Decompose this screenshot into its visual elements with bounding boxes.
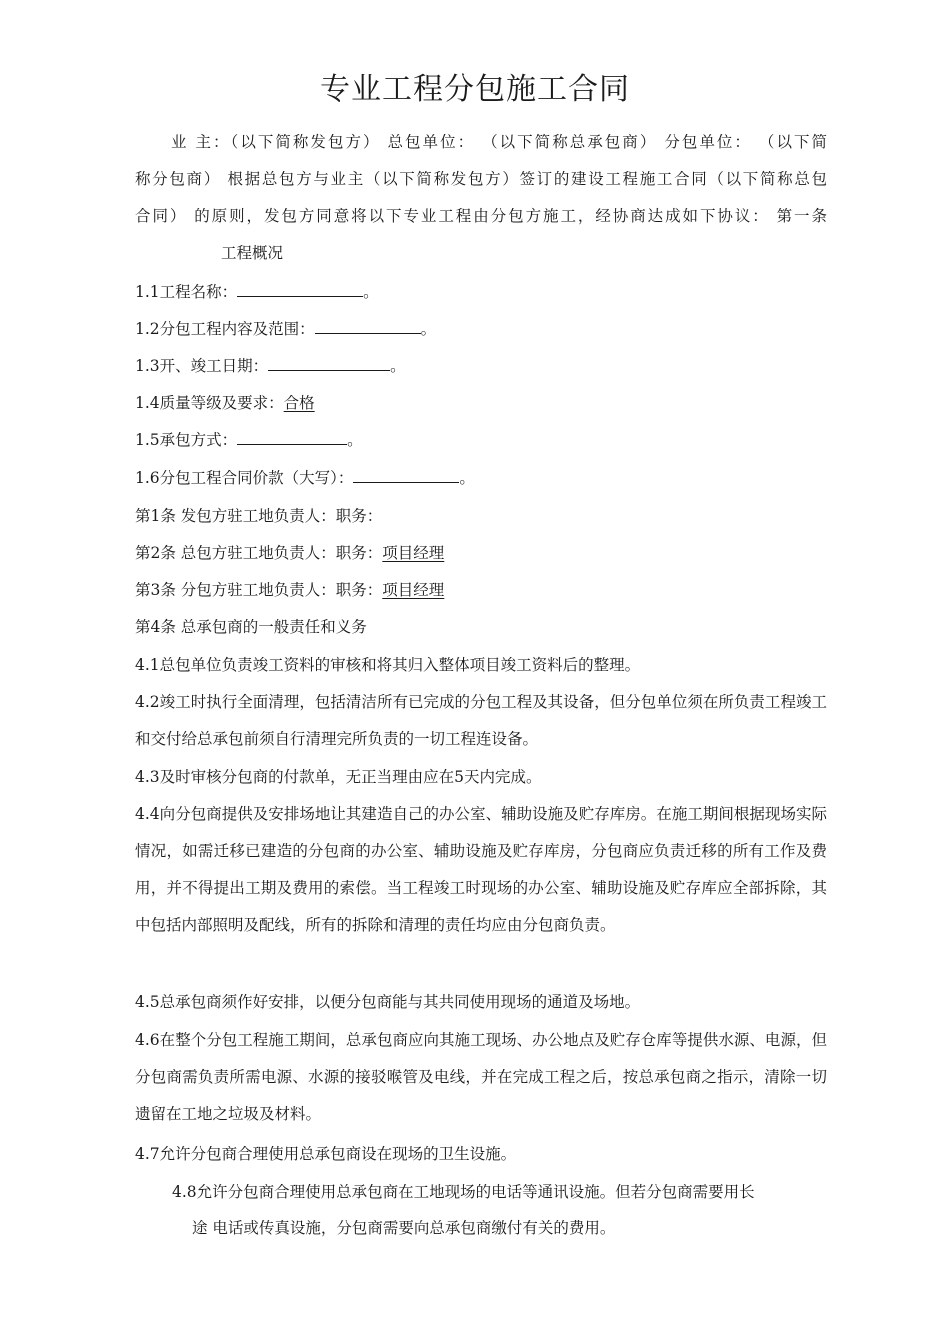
item-project-name (135, 280, 379, 304)
intro-line-4: 工程概况 (221, 244, 284, 262)
clause-4-4: 4.4向分包商提供及安排场地让其建造自己的办公室、辅助设施及贮存库房。在施工期间根据现场实际情况，如需迁移已建造的分包商的办公室、辅助设施及贮存库房，分包商应负责迁移的所有工作及费用，并不得提出工期及费用的索偿。当工程竣工时现场的办公室、辅助设施及贮存库应全部拆除，其中包括内部照明及配线，所有的拆除和清理的责任均应由分包商负责。 (135, 805, 827, 934)
item-label: 1.1工程名称： (135, 283, 238, 301)
blank-field[interactable] (237, 282, 363, 297)
intro-line-2: 称分包商） 根据总包方与业主（以下简称发包方）签订的建设工程施工合同（以下简称总包 (135, 170, 827, 188)
item-end: 。 (390, 357, 406, 375)
blank-field[interactable] (315, 319, 421, 334)
article-2 (135, 541, 444, 565)
article-label: 第3条 分包方驻工地负责人：职务： (135, 581, 383, 599)
clause-4-3: 4.3及时审核分包商的付款单，无正当理由应在5天内完成。 (135, 768, 542, 786)
intro-line-1: 业 主：（以下简称发包方） 总包单位： （以下简称总承包商） 分包单位： （以下简 (171, 133, 827, 151)
article-1 (135, 504, 382, 528)
clause-4-5: 4.5总承包商须作好安排，以便分包商能与其共同使用现场的通道及场地。 (135, 993, 641, 1011)
article-label: 第2条 总包方驻工地负责人：职务： (135, 544, 383, 562)
clause-4-8-line-2: 途 电话或传真设施，分包商需要向总承包商缴付有关的费用。 (192, 1219, 616, 1237)
item-label: 1.6分包工程合同价款（大写）： (135, 469, 354, 487)
item-label: 1.4质量等级及要求： (135, 394, 284, 412)
article-4 (135, 615, 367, 639)
article-value: 项目经理 (382, 581, 445, 599)
item-quality (135, 391, 315, 415)
item-contract-price (135, 466, 475, 490)
item-contract-method (135, 428, 363, 452)
article-value: 项目经理 (382, 544, 445, 562)
item-end: 。 (347, 431, 363, 449)
item-value: 合格 (283, 394, 315, 412)
blank-field[interactable] (353, 468, 459, 483)
item-label: 1.2分包工程内容及范围： (135, 320, 315, 338)
article-label: 第1条 发包方驻工地负责人：职务： (135, 507, 383, 525)
intro-paragraph (135, 124, 827, 272)
clause-4-1: 4.1总包单位负责竣工资料的审核和将其归入整体项目竣工资料后的整理。 (135, 656, 641, 674)
item-end: 。 (363, 283, 379, 301)
clause-4-6: 4.6在整个分包工程施工期间，总承包商应向其施工现场、办公地点及贮存仓库等提供水源、电源，但分包商需负责所需电源、水源的接驳喉管及电线，并在完成工程之后，按总承包商之指示，清除一切遗留在工地之垃圾及材料。 (135, 1031, 827, 1123)
article-label: 第4条 总承包商的一般责任和义务 (135, 618, 367, 636)
blank-field[interactable] (237, 430, 347, 445)
item-end: 。 (459, 469, 475, 487)
clause-4-2: 4.2竣工时执行全面清理，包括清洁所有已完成的分包工程及其设备，但分包单位须在所负责工程竣工和交付给总承包前须自行清理完所负责的一切工程连设备。 (135, 693, 827, 748)
document-title: 专业工程分包施工合同 (320, 72, 630, 107)
blank-field[interactable] (268, 356, 390, 371)
clause-4-8-line-1: 4.8允许分包商合理使用总承包商在工地现场的电话等通讯设施。但若分包商需要用长 (172, 1183, 755, 1201)
item-label: 1.3开、竣工日期： (135, 357, 269, 375)
item-dates (135, 354, 406, 378)
item-scope (135, 317, 436, 341)
item-label: 1.5承包方式： (135, 431, 238, 449)
article-3 (135, 578, 444, 602)
clause-4-7: 4.7允许分包商合理使用总承包商设在现场的卫生设施。 (135, 1145, 517, 1163)
intro-line-3: 合同） 的原则，发包方同意将以下专业工程由分包方施工，经协商达成如下协议： 第一条 (135, 207, 827, 225)
item-end: 。 (420, 320, 437, 338)
